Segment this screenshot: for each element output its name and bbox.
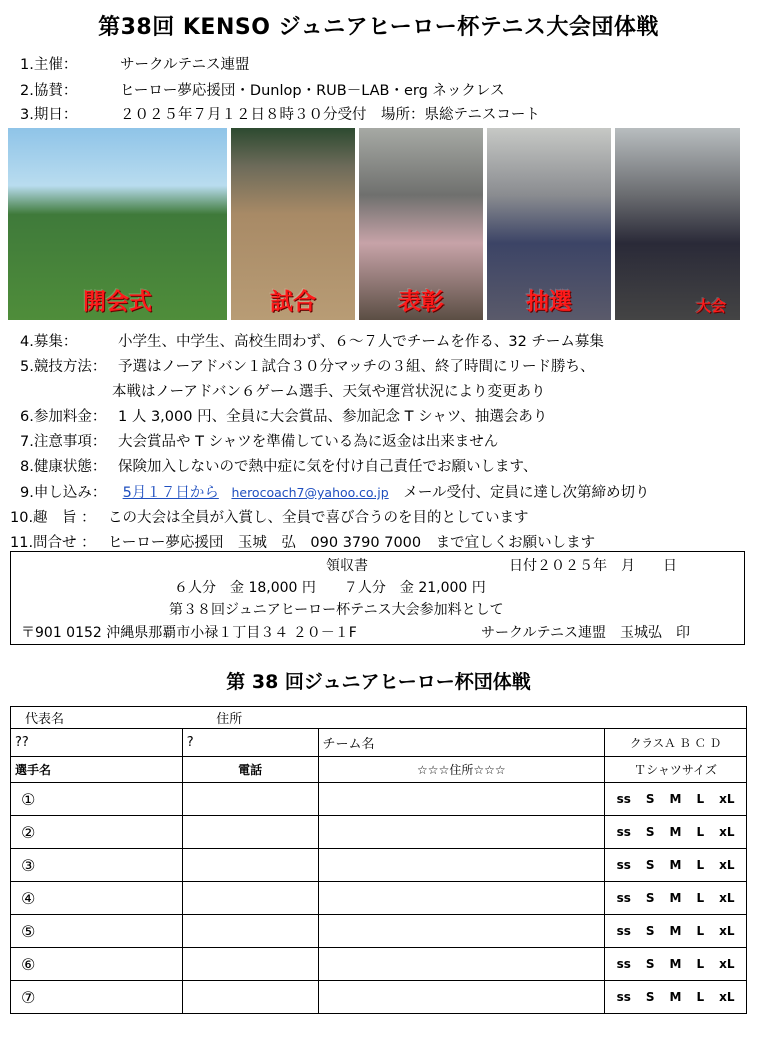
tshirt-size-option[interactable]: M <box>669 924 682 938</box>
player-phone-cell[interactable] <box>182 882 318 915</box>
player-row <box>11 981 747 1014</box>
tshirt-size-option[interactable]: xL <box>719 990 735 1004</box>
player-phone-cell[interactable] <box>182 948 318 981</box>
tshirt-size-option[interactable]: L <box>696 957 705 971</box>
player-name-cell[interactable] <box>11 816 183 849</box>
tshirt-size-option[interactable]: M <box>669 825 682 839</box>
player-phone-cell[interactable] <box>182 849 318 882</box>
tshirt-size-option[interactable]: ss <box>616 825 631 839</box>
rule-format: 5.競技方法： 予選はノーアドバン１試合３０分マッチの３組、終了時間にリード勝ち、 <box>20 359 595 375</box>
tshirt-size-option[interactable]: M <box>669 990 682 1004</box>
player-number: ⑥ <box>21 954 36 974</box>
rule-recruitment: 4.募集： 小学生、中学生、高校生問わず、６～７人でチームを作る、32 チーム募集 <box>20 334 604 350</box>
player-address-cell[interactable] <box>318 783 605 816</box>
signup-date: 5月１７日から <box>122 485 219 501</box>
tshirt-size-option[interactable]: ss <box>616 792 631 806</box>
rep-name-label: 代表名 <box>11 707 183 729</box>
form-title: 第 38 回ジュニアヒーロー杯団体戦 <box>226 671 531 693</box>
receipt-address: 〒901 0152 沖縄県那覇市小禄１丁目３４ ２０－１F <box>21 625 357 641</box>
tshirt-size-option[interactable]: xL <box>719 858 735 872</box>
player-phone-cell[interactable] <box>182 981 318 1014</box>
player-name-header: 選手名 <box>11 757 183 783</box>
player-number: ① <box>21 789 36 809</box>
player-phone-cell[interactable] <box>182 783 318 816</box>
player-number: ③ <box>21 855 36 875</box>
tshirt-size-option[interactable]: xL <box>719 924 735 938</box>
tshirt-size-header: Ｔシャツサイズ <box>605 757 747 783</box>
player-number: ④ <box>21 888 36 908</box>
player-name-cell[interactable] <box>11 882 183 915</box>
rep-address-cell[interactable]: 住所 <box>182 707 746 729</box>
photo-award: 表彰 <box>359 128 483 320</box>
tshirt-size-option[interactable]: L <box>696 825 705 839</box>
player-phone-cell[interactable] <box>182 816 318 849</box>
player-tshirt-cell <box>605 981 747 1014</box>
player-row <box>11 783 747 816</box>
player-row <box>11 816 747 849</box>
player-row <box>11 948 747 981</box>
tshirt-size-option[interactable]: M <box>669 891 682 905</box>
player-address-cell[interactable] <box>318 981 605 1014</box>
tshirt-size-option[interactable]: S <box>645 792 655 806</box>
player-number: ⑦ <box>21 987 36 1007</box>
tshirt-size-option[interactable]: L <box>696 891 705 905</box>
tshirt-size-option[interactable]: ss <box>616 957 631 971</box>
tshirt-size-option[interactable]: S <box>645 858 655 872</box>
tshirt-size-option[interactable]: S <box>645 957 655 971</box>
phone-header: 電話 <box>182 757 318 783</box>
tshirt-size-option[interactable]: S <box>645 825 655 839</box>
player-row <box>11 849 747 882</box>
class-field[interactable]: クラスＡ Ｂ Ｃ Ｄ <box>605 729 747 757</box>
player-phone-cell[interactable] <box>182 915 318 948</box>
tshirt-size-option[interactable]: xL <box>719 891 735 905</box>
tshirt-size-option[interactable]: ss <box>616 990 631 1004</box>
rule-purpose: 10.趣 旨 ： この大会は全員が入賞し、全員で喜び合うのを目的としています <box>10 510 529 526</box>
player-number: ⑤ <box>21 921 36 941</box>
tshirt-size-option[interactable]: S <box>645 891 655 905</box>
player-tshirt-cell <box>605 915 747 948</box>
rule-format-cont: 本戦はノーアドバン６ゲーム選手、天気や運営状況により変更あり <box>112 384 546 400</box>
tshirt-size-option[interactable]: M <box>669 957 682 971</box>
player-tshirt-cell <box>605 816 747 849</box>
player-name-cell[interactable] <box>11 981 183 1014</box>
player-row <box>11 915 747 948</box>
tshirt-size-option[interactable]: ss <box>616 858 631 872</box>
rule-health: 8.健康状態： 保険加入しないので熱中症に気を付け自己責任でお願いします、 <box>20 459 538 475</box>
player-name-cell[interactable] <box>11 783 183 816</box>
player-name-cell[interactable] <box>11 948 183 981</box>
player-address-cell[interactable] <box>318 816 605 849</box>
info-organizer: 1.主催： サークルテニス連盟 <box>20 57 250 73</box>
receipt-heading: 領収書 <box>326 558 368 574</box>
receipt-purpose: 第３８回ジュニアヒーロー杯テニス大会参加料として <box>169 602 504 618</box>
player-address-cell[interactable] <box>318 849 605 882</box>
info-sponsor: 2.協賛： ヒーロー夢応援団・Dunlop・RUB－LAB・erg ネックレス <box>20 83 505 99</box>
player-tshirt-cell <box>605 783 747 816</box>
player-address-header: ☆☆☆住所☆☆☆ <box>318 757 605 783</box>
unknown-field-2[interactable]: ? <box>182 729 318 757</box>
receipt-amounts: ６人分 金 18,000 円 ７人分 金 21,000 円 <box>174 580 486 596</box>
tshirt-size-option[interactable]: S <box>645 924 655 938</box>
tshirt-size-option[interactable]: L <box>696 858 705 872</box>
player-address-cell[interactable] <box>318 915 605 948</box>
unknown-field-1[interactable]: ?? <box>11 729 183 757</box>
player-tshirt-cell <box>605 849 747 882</box>
tshirt-size-option[interactable]: M <box>669 792 682 806</box>
rule-signup: 9.申し込み： 5月１７日から herocoach7@yahoo.co.jp メール受付、定員に達し次第締め切り <box>20 485 650 501</box>
tshirt-size-option[interactable]: S <box>645 990 655 1004</box>
tshirt-size-option[interactable]: xL <box>719 792 735 806</box>
page-title: 第38回 KENSO ジュニアヒーロー杯テニス大会団体戦 <box>98 15 659 40</box>
rule-fee: 6.参加料金： 1 人 3,000 円、全員に大会賞品、参加記念 T シャツ、抽選会あり <box>20 409 548 425</box>
tshirt-size-option[interactable]: M <box>669 858 682 872</box>
photo-match: 試合 <box>231 128 355 320</box>
tshirt-size-option[interactable]: L <box>696 990 705 1004</box>
player-row <box>11 882 747 915</box>
info-date: 3.期日： ２０２５年７月１２日８時３０分受付 場所：県総テニスコート <box>20 107 540 123</box>
player-address-cell[interactable] <box>318 882 605 915</box>
rule-contact: 11.問合せ ： ヒーロー夢応援団 玉城 弘 090 3790 7000 まで宜しくお願いします <box>10 535 596 551</box>
photo-lottery: 抽選 <box>487 128 611 320</box>
team-name-field[interactable]: チーム名 <box>318 729 605 757</box>
photo-opening-ceremony: 開会式 <box>8 128 227 320</box>
tshirt-size-option[interactable]: xL <box>719 957 735 971</box>
receipt-issuer: サークルテニス連盟 玉城弘 印 <box>481 625 691 641</box>
tshirt-size-option[interactable]: ss <box>616 924 631 938</box>
entry-form-table <box>10 706 747 1014</box>
player-name-cell[interactable] <box>11 915 183 948</box>
tshirt-size-option[interactable]: xL <box>719 825 735 839</box>
photo-tournament: 大会 <box>615 128 740 320</box>
player-address-cell[interactable] <box>318 948 605 981</box>
player-name-cell[interactable] <box>11 849 183 882</box>
rule-notice: 7.注意事項： 大会賞品や T シャツを準備している為に返金は出来ません <box>20 434 499 450</box>
photo-strip <box>8 128 740 320</box>
player-tshirt-cell <box>605 882 747 915</box>
signup-email-link[interactable]: herocoach7@yahoo.co.jp <box>231 485 389 500</box>
receipt-date: 日付２０２５年 月 日 <box>509 558 677 574</box>
player-number: ② <box>21 822 36 842</box>
receipt-box <box>10 551 745 645</box>
tshirt-size-option[interactable]: ss <box>616 891 631 905</box>
tshirt-size-option[interactable]: L <box>696 924 705 938</box>
tshirt-size-option[interactable]: L <box>696 792 705 806</box>
player-tshirt-cell <box>605 948 747 981</box>
